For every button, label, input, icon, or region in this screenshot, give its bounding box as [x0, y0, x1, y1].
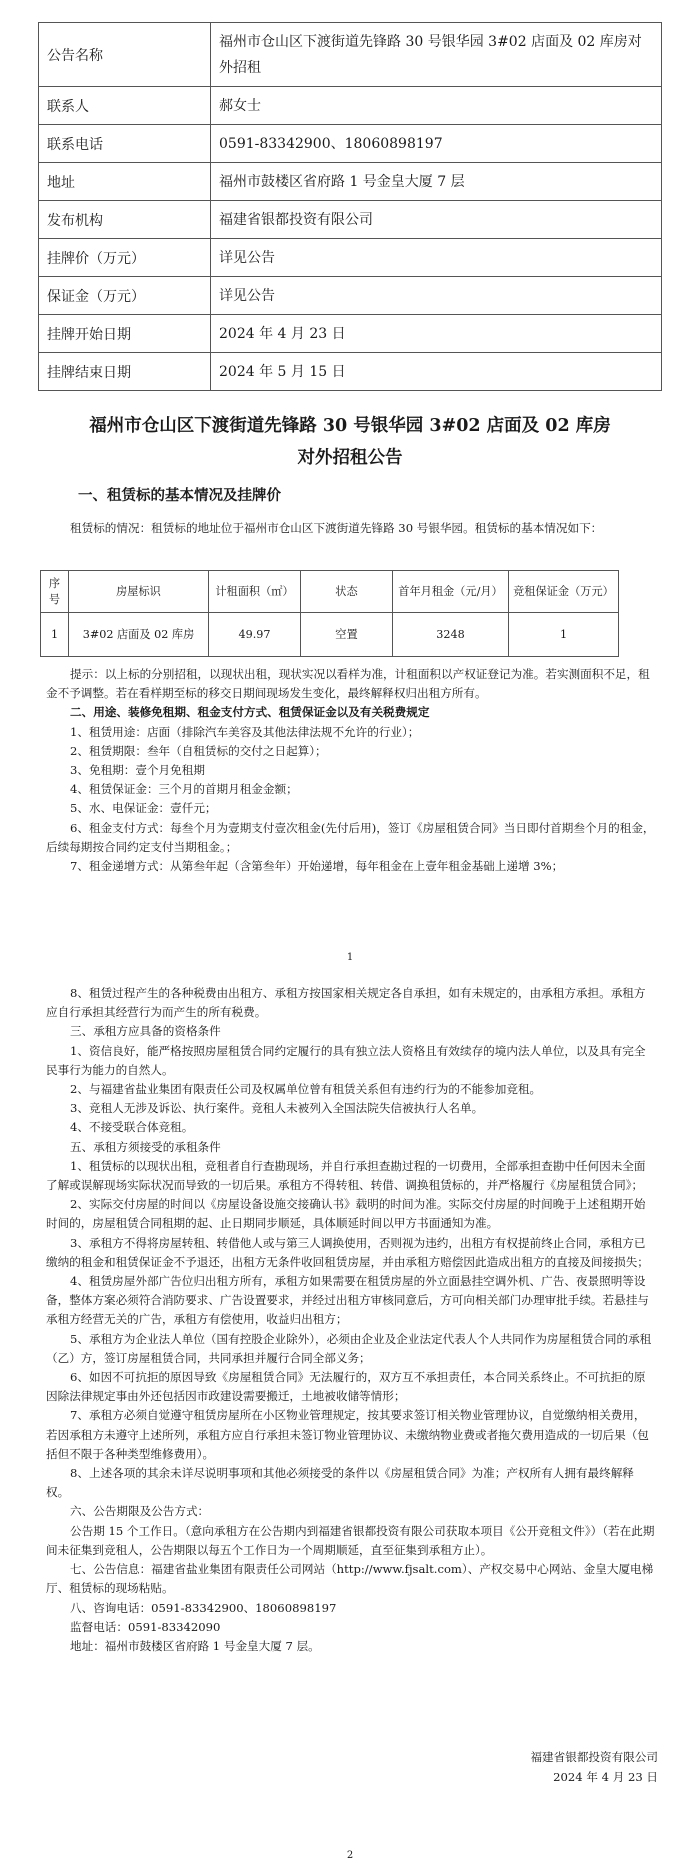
section-5-heading: 五、承租方须接受的承租条件	[70, 1139, 221, 1154]
summary-value: 2024 年 5 月 15 日	[211, 353, 662, 391]
lease-table	[40, 570, 619, 657]
header-cell: 状态	[301, 571, 393, 613]
list-item: 4、不接受联合体竞租。	[70, 1120, 194, 1135]
list-item: 4、租赁房屋外部广告位归出租方所有，承租方如果需要在租赁房屋的外立面悬挂空调外机、广告、夜景照明等设备，整体方案必须符合消防要求、广告设置要求，并经过出租方审核同意后，方可向相关部门办理审批手续。若悬挂与承租方经营无关的广告，承租方有偿使用，收益归出租方；	[46, 1274, 649, 1327]
table-cell: 空置	[301, 613, 393, 657]
list-item: 5、水、电保证金：壹仟元；	[70, 801, 217, 816]
list-item: 2、与福建省盐业集团有限责任公司及权属单位曾有租赁关系但有违约行为的不能参加竞租。	[70, 1082, 542, 1097]
summary-row-start	[39, 315, 662, 353]
section-3-heading: 三、承租方应具备的资格条件	[70, 1024, 221, 1039]
table-row	[41, 613, 619, 657]
list-item: 7、租金递增方式：从第叁年起（含第叁年）开始递增，每年租金在上壹年租金基础上递增 3%；	[70, 859, 564, 874]
summary-value: 福州市鼓楼区省府路 1 号金皇大厦 7 层	[211, 163, 662, 201]
header-cell: 序号	[41, 571, 69, 613]
section-1-heading: 一、租赁标的基本情况及挂牌价	[78, 487, 281, 504]
header-cell: 房屋标识	[69, 571, 209, 613]
summary-key: 挂牌价（万元）	[39, 239, 211, 277]
address-line: 地址：福州市鼓楼区省府路 1 号金皇大厦 7 层。	[70, 1638, 320, 1653]
section-8-heading: 八、咨询电话：0591-83342900、18060898197	[70, 1600, 337, 1615]
header-cell: 竞租保证金（万元）	[509, 571, 619, 613]
list-item: 2、租赁期限：叁年（自租赁标的交付之日起算）；	[70, 743, 327, 758]
signature-block	[530, 1747, 658, 1787]
tip-paragraph: 提示：以上标的分别招租，以现状出租，现状实况以看样为准，计租面积以产权证登记为准。若实测面积不足，租金不予调整。若在看样期至标的移交日期间现场发生变化，最终解释权归出租方所有。	[46, 667, 650, 701]
list-item: 3、免租期：壹个月免租期	[70, 763, 205, 778]
summary-value: 2024 年 4 月 23 日	[211, 315, 662, 353]
summary-row-deposit	[39, 277, 662, 315]
summary-key: 地址	[39, 163, 211, 201]
summary-row-name	[39, 23, 662, 87]
summary-key: 挂牌开始日期	[39, 315, 211, 353]
summary-value: 郝女士	[211, 87, 662, 125]
summary-value: 福州市仓山区下渡街道先锋路 30 号银华园 3#02 店面及 02 库房对外招租	[211, 23, 662, 87]
table-cell: 3#02 店面及 02 库房	[69, 613, 209, 657]
list-item: 1、资信良好，能严格按照房屋租赁合同约定履行的具有独立法人资格且有效续存的境内法人单位，以及具有完全民事行为能力的自然人。	[46, 1043, 646, 1077]
table-cell: 1	[509, 613, 619, 657]
summary-value: 0591-83342900、18060898197	[211, 125, 662, 163]
list-item: 1、租赁用途：店面（排除汽车美容及其他法律法规不允许的行业）；	[70, 724, 420, 739]
summary-key: 联系人	[39, 87, 211, 125]
header-cell: 计租面积（㎡）	[209, 571, 301, 613]
list-item: 1、租赁标的以现状出租，竞租者自行查勘现场，并自行承担查勘过程的一切费用，全部承担查勘中任何因未全面了解或误解现场实际状况而导致的一切后果。承租方不得转租、转借、调换租赁标的，并严格履行《房屋租赁合同》；	[46, 1158, 646, 1193]
page-1-body	[46, 665, 656, 876]
document-title	[40, 410, 660, 474]
signature-date: 2024 年 4 月 23 日	[553, 1770, 658, 1784]
summary-row-end	[39, 353, 662, 391]
summary-key: 公告名称	[39, 23, 211, 87]
list-item: 7、承租方必须自觉遵守租赁房屋所在小区物业管理规定，按其要求签订相关物业管理协议，自觉缴纳相关费用，若因承租方未遵守上述所列，承租方应自行承担未签订物业管理协议、未缴纳物业费或者拖欠费用造成的一切后果（包括但不限于各种类型维修费用）。	[46, 1408, 649, 1461]
intro-paragraph: 租赁标的情况：租赁标的地址位于福州市仓山区下渡街道先锋路 30 号银华园。租赁标的基本情况如下：	[70, 521, 603, 535]
summary-key: 发布机构	[39, 201, 211, 239]
title-line-1: 福州市仓山区下渡街道先锋路 30 号银华园 3#02 店面及 02 库房	[89, 416, 611, 436]
summary-value: 详见公告	[211, 277, 662, 315]
list-item: 8、上述各项的其余未详尽说明事项和其他必须接受的条件以《房屋租赁合同》为准；产权所有人拥有最终解释权。	[46, 1466, 634, 1500]
page-number-2: 2	[346, 1850, 354, 1861]
list-item: 2、实际交付房屋的时间以《房屋设备设施交接确认书》载明的时间为准。实际交付房屋的时间晚于上述租期开始时间的，房屋租赁合同租期的起、止日期同步顺延，具体顺延时间以甲方书面通知为准。	[46, 1197, 646, 1231]
header-cell: 首年月租金（元/月）	[393, 571, 509, 613]
list-item: 6、租金支付方式：每叁个月为壹期支付壹次租金(先付后用)，签订《房屋租赁合同》当日即付首期叁个月的租金，后续每期按合同约定支付当期租金。；	[46, 820, 655, 854]
intro-block	[46, 519, 656, 538]
list-item: 3、承租方不得将房屋转租、转借他人或与第三人调换使用，否则视为违约，出租方有权提前终止合同，承租方已缴纳的租金和租赁保证金不予退还，出租方无条件收回租赁房屋，并由承租方赔偿因此造成出租方的直接及间接损失；	[46, 1235, 649, 1269]
summary-key: 联系电话	[39, 125, 211, 163]
list-item: 3、竞租人无涉及诉讼、执行案件。竞租人未被列入全国法院失信被执行人名单。	[70, 1101, 484, 1116]
summary-value: 福建省银都投资有限公司	[211, 201, 662, 239]
list-item: 8、租赁过程产生的各种税费由出租方、承租方按国家相关规定各自承担，如有未规定的，由承租方承担。承租方应自行承担其经营行为而产生的所有税费。	[46, 986, 646, 1020]
list-item: 5、承租方为企业法人单位（国有控股企业除外），必须由企业及企业法定代表人个人共同作为房屋租赁合同的承租（乙）方，签订房屋租赁合同，共同承担并履行合同全部义务；	[46, 1331, 652, 1365]
lease-table-header	[41, 571, 619, 613]
list-item: 6、如因不可抗拒的原因导致《房屋租赁合同》无法履行的，双方互不承担责任，本合同关系终止。不可抗拒的原因除法律规定事由外还包括因市政建设需要搬迁，土地被收储等情形；	[46, 1370, 646, 1404]
summary-key: 保证金（万元）	[39, 277, 211, 315]
list-item: 4、租赁保证金：三个月的首期月租金金额；	[70, 782, 298, 797]
table-cell: 1	[41, 613, 69, 657]
page-number-1: 1	[346, 952, 354, 963]
section-7-text: 七、公告信息：福建省盐业集团有限责任公司网站（http://www.fjsalt.com）、产权交易中心网站、金皇大厦电梯厅、租赁标的现场粘贴。	[46, 1562, 654, 1596]
section-2-heading: 二、用途、装修免租期、租金支付方式、租赁保证金以及有关税费规定	[70, 705, 430, 720]
title-line-2: 对外招租公告	[297, 448, 403, 468]
summary-value: 详见公告	[211, 239, 662, 277]
summary-row-price	[39, 239, 662, 277]
summary-row-phone	[39, 125, 662, 163]
supervise-phone: 监督电话：0591-83342090	[70, 1619, 221, 1634]
table-cell: 49.97	[209, 613, 301, 657]
section-6-text: 公告期 15 个工作日。（意向承租方在公告期内到福建省银都投资有限公司获取本项目《公开竞租文件》）（若在此期间未征集到竞租人，公告期限以每五个工作日为一个周期顺延，直至征集到承租方止）。	[46, 1523, 655, 1557]
summary-key: 挂牌结束日期	[39, 353, 211, 391]
section-6-heading: 六、公告期限及公告方式：	[70, 1504, 210, 1519]
summary-row-address	[39, 163, 662, 201]
summary-table	[38, 22, 662, 391]
summary-row-contact	[39, 87, 662, 125]
page-2-body	[46, 984, 656, 1656]
table-cell: 3248	[393, 613, 509, 657]
summary-row-publisher	[39, 201, 662, 239]
signature-company: 福建省银都投资有限公司	[530, 1750, 658, 1764]
